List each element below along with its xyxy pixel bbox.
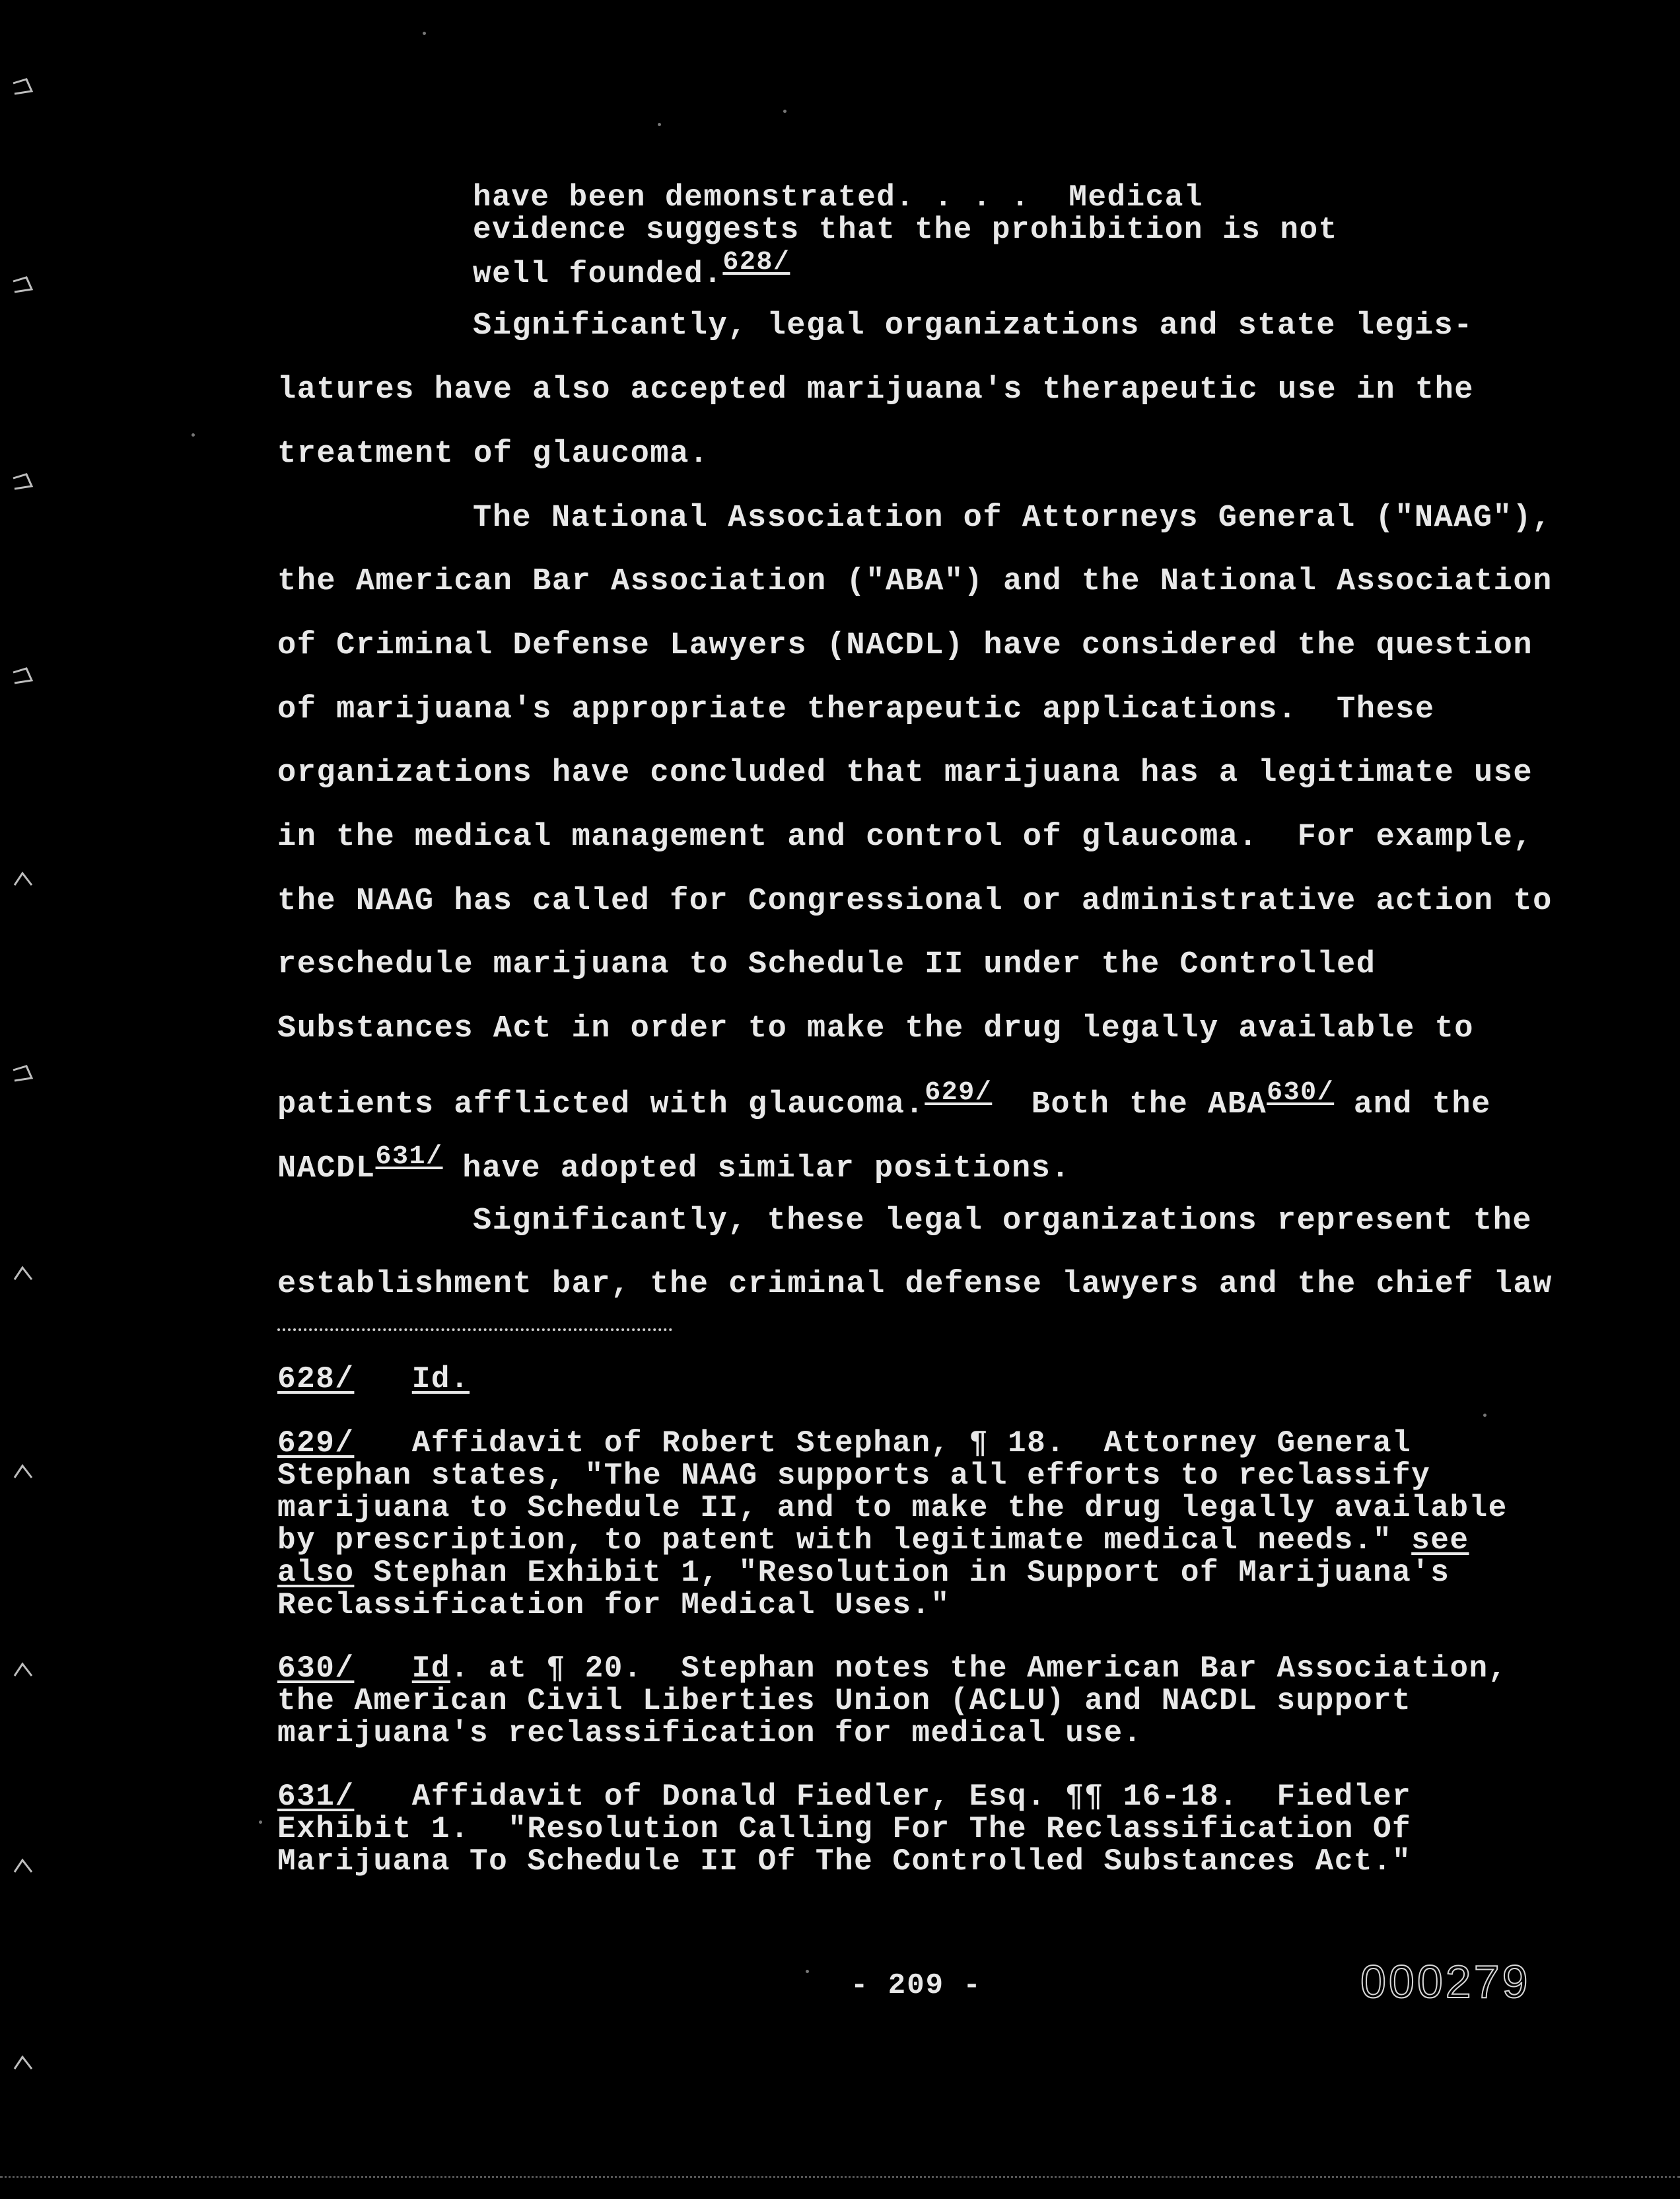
bates-number: 000279: [1360, 1956, 1531, 2007]
footnote-line: Reclassification for Medical Uses.": [277, 1588, 950, 1622]
punch-hole-mark-icon: [12, 1463, 34, 1480]
body-line: treatment of glaucoma.: [277, 437, 709, 472]
body-line: reschedule marijuana to Schedule II under the Controlled: [277, 947, 1376, 982]
footnote-text: by prescription, to patent with legitimate medical needs.": [277, 1523, 1412, 1558]
quote-line: evidence suggests that the prohibition is not: [473, 213, 1338, 247]
footnote-line: marijuana to Schedule II, and to make the drug legally available: [277, 1491, 1508, 1525]
footnote-ref-628[interactable]: 628/: [722, 248, 790, 277]
punch-hole-mark-icon: [12, 1065, 34, 1082]
body-text: and the: [1334, 1087, 1491, 1122]
footnote-ref-630[interactable]: 630/: [1267, 1078, 1335, 1108]
body-text: have adopted similar positions.: [442, 1151, 1071, 1186]
quote-line: have been demonstrated. . . . Medical: [473, 180, 1203, 215]
footnote-line: [277, 1557, 1508, 1589]
body-text: NACDL: [277, 1151, 376, 1186]
id-signal: Id: [411, 1651, 450, 1686]
quote-line-text: well founded.: [473, 257, 723, 291]
body-line: Significantly, legal organizations and state legis-: [473, 308, 1473, 343]
footnote-630: [277, 1653, 1508, 1750]
punch-hole-mark-icon: [12, 1857, 34, 1875]
footnote-line: Exhibit 1. "Resolution Calling For The Reclassification Of: [277, 1812, 1412, 1846]
footnote-number: 629/: [277, 1426, 355, 1460]
body-line: in the medical management and control of glaucoma. For example,: [277, 820, 1533, 855]
footnote-number: 628/: [277, 1362, 355, 1396]
body-line: the American Bar Association ("ABA") and the National Association: [277, 564, 1553, 599]
punch-hole-mark-icon: [12, 1265, 34, 1282]
body-line: organizations have concluded that marijuana has a legitimate use: [277, 756, 1533, 791]
see-signal: see: [1411, 1523, 1469, 1558]
footnote-ref-629[interactable]: 629/: [925, 1078, 993, 1108]
footnote-separator: [277, 1328, 672, 1331]
footnote-line: the American Civil Liberties Union (ACLU) and NACDL support: [277, 1684, 1412, 1718]
body-line: the NAAG has called for Congressional or administrative action to: [277, 884, 1553, 919]
quote-line: [473, 246, 1338, 291]
punch-hole-mark-icon: [12, 871, 34, 888]
scan-speck: [783, 110, 787, 113]
footnote-spacer: [354, 1362, 411, 1396]
body-line: latures have also accepted marijuana's therapeutic use in the: [277, 373, 1474, 408]
footnote-line: Marijuana To Schedule II Of The Controlled Substances Act.": [277, 1844, 1412, 1879]
footnote-line: [277, 1781, 1411, 1813]
scan-speck: [806, 1970, 809, 1973]
block-quote: [473, 182, 1338, 291]
body-line: of Criminal Defense Lawyers (NACDL) have considered the question: [277, 628, 1533, 663]
punch-hole-mark-icon: [12, 2054, 34, 2072]
footnote-631: [277, 1781, 1411, 1878]
footnote-629: [277, 1427, 1508, 1622]
footnote-text: Id.: [411, 1362, 470, 1396]
footnote-line: marijuana's reclassification for medical use.: [277, 1716, 1142, 1750]
punch-hole-mark-icon: [12, 78, 34, 95]
footnote-628: [277, 1363, 470, 1396]
punch-hole-mark-icon: [12, 473, 34, 490]
scan-speck: [658, 123, 661, 126]
body-line: Substances Act in order to make the drug legally available to: [277, 1011, 1474, 1046]
scan-bottom-edge: [0, 2176, 1680, 2178]
scan-speck: [1483, 1414, 1487, 1417]
footnote-number: 631/: [277, 1780, 355, 1814]
punch-hole-mark-icon: [12, 1661, 34, 1678]
footnote-text: Affidavit of Robert Stephan, ¶ 18. Attorney General: [354, 1426, 1412, 1460]
body-line: of marijuana's appropriate therapeutic applications. These: [277, 692, 1435, 727]
punch-hole-mark-icon: [12, 276, 34, 293]
scan-speck: [259, 1820, 262, 1824]
body-line: [277, 1075, 1491, 1124]
body-line: The National Association of Attorneys General ("NAAG"),: [473, 501, 1552, 536]
footnote-number: 630/: [277, 1651, 355, 1686]
body-text: patients afflicted with glaucoma.: [277, 1087, 925, 1122]
body-line: Significantly, these legal organizations represent the: [473, 1204, 1533, 1239]
footnote-ref-631[interactable]: 631/: [375, 1142, 443, 1172]
footnote-line: [277, 1363, 470, 1396]
body-text: Both the ABA: [992, 1087, 1267, 1122]
footnote-line: [277, 1525, 1508, 1557]
body-line: establishment bar, the criminal defense lawyers and the chief law: [277, 1267, 1553, 1302]
footnote-text: Affidavit of Donald Fiedler, Esq. ¶¶ 16-18. Fiedler: [354, 1780, 1412, 1814]
scan-speck: [423, 32, 426, 35]
footnote-text: Stephan Exhibit 1, "Resolution in Support of Marijuana's: [354, 1556, 1450, 1590]
page-number: - 209 -: [851, 1969, 982, 2002]
footnote-line: [277, 1427, 1508, 1460]
body-line: [277, 1139, 1070, 1188]
footnote-line: [277, 1653, 1508, 1685]
footnote-text: . at ¶ 20. Stephan notes the American Bar Association,: [450, 1651, 1508, 1686]
footnote-spacer: [354, 1651, 411, 1686]
scan-speck: [192, 433, 195, 437]
also-signal: also: [277, 1556, 355, 1590]
footnote-line: Stephan states, "The NAAG supports all efforts to reclassify: [277, 1459, 1431, 1493]
punch-hole-mark-icon: [12, 667, 34, 684]
